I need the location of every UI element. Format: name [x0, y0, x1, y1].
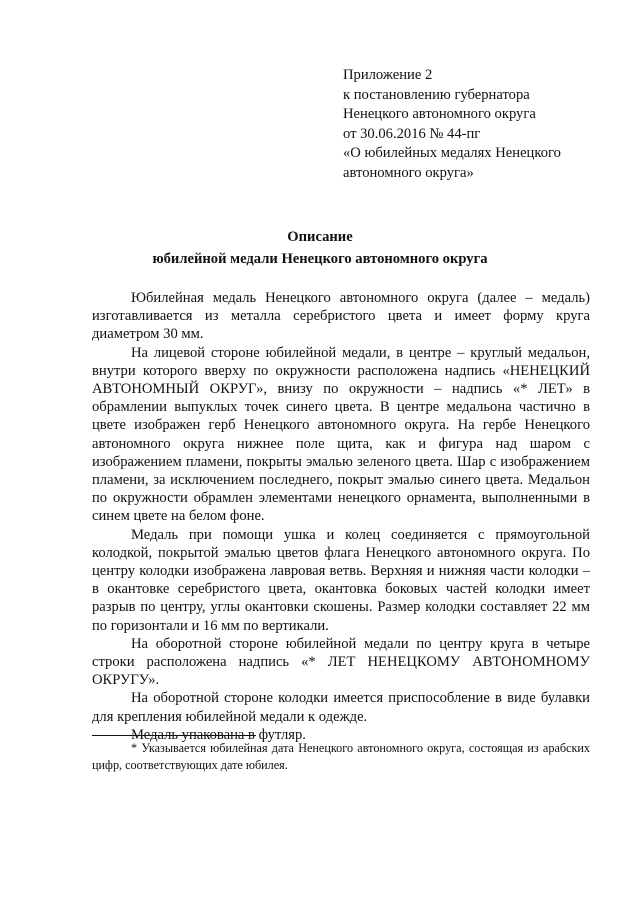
appendix-line: к постановлению губернатора [343, 86, 530, 103]
appendix-line: автономного округа» [343, 164, 474, 181]
body-paragraph: На оборотной стороне юбилейной медали по центру круга в четыре строки расположена надпись «* ЛЕТ НЕНЕЦКОМУ АВТОНОМНОМУ ОКРУГУ». [92, 635, 590, 689]
body-paragraph: Юбилейная медаль Ненецкого автономного округа (далее – медаль) изготавливается из металла серебристого цвета и имеет форму круга диаметром 30 мм. [92, 290, 590, 343]
body-paragraph: На лицевой стороне юбилейной медали, в центре – круглый медальон, внутри которого вверху по окружности расположена надпись «НЕНЕЦКИЙ АВТОНОМНЫЙ ОКРУГ», внизу по окружности – надпись «* ЛЕТ» в обрамлении выпуклых точек синего цвета. В центре медальона частично в цвете изображен герб Ненецкого автономного округа. На гербе Ненецкого автономного округа нижнее поле щита, как и фигура над шаром с изображением пламени, покрыты эмалью зеленого цвета. Шар с изображением пламени, за исключением последнего, покрыт эмалью синего цвета. Медальон по окружности обрамлен элементами ненецкого орнамента, выполненными в синем цвете на белом фоне. [92, 344, 590, 525]
document-body [92, 289, 590, 744]
body-paragraph: Медаль упакована в футляр. [131, 726, 306, 743]
appendix-line: «О юбилейных медалях Ненецкого [343, 145, 561, 162]
appendix-line: Ненецкого автономного округа [343, 106, 536, 123]
document-title: Описание [287, 229, 353, 245]
document-subtitle: юбилейной медали Ненецкого автономного округа [152, 251, 488, 267]
body-paragraph: На оборотной стороне колодки имеется приспособление в виде булавки для крепления юбилейной медали к одежде. [92, 690, 590, 725]
footnote-divider [92, 735, 256, 736]
appendix-line: от 30.06.2016 № 44-пг [343, 125, 481, 142]
appendix-line: Приложение 2 [343, 67, 433, 83]
body-paragraph: Медаль при помощи ушка и колец соединяется с прямоугольной колодкой, покрытой эмалью цветов флага Ненецкого автономного округа. По центру колодки изображена лавровая ветвь. Верхняя и нижняя части колодки – в окантовке серебристого цвета, окантовка боковых частей колодки имеет разрыв по центру, углы окантовки скошены. Размер колодки составляет 22 мм по горизонтали и 16 мм по вертикали. [92, 526, 590, 634]
appendix-header [343, 66, 623, 184]
footnote: * Указывается юбилейная дата Ненецкого автономного округа, состоящая из арабских цифр, соответствующих дате юбилея. [92, 741, 590, 772]
